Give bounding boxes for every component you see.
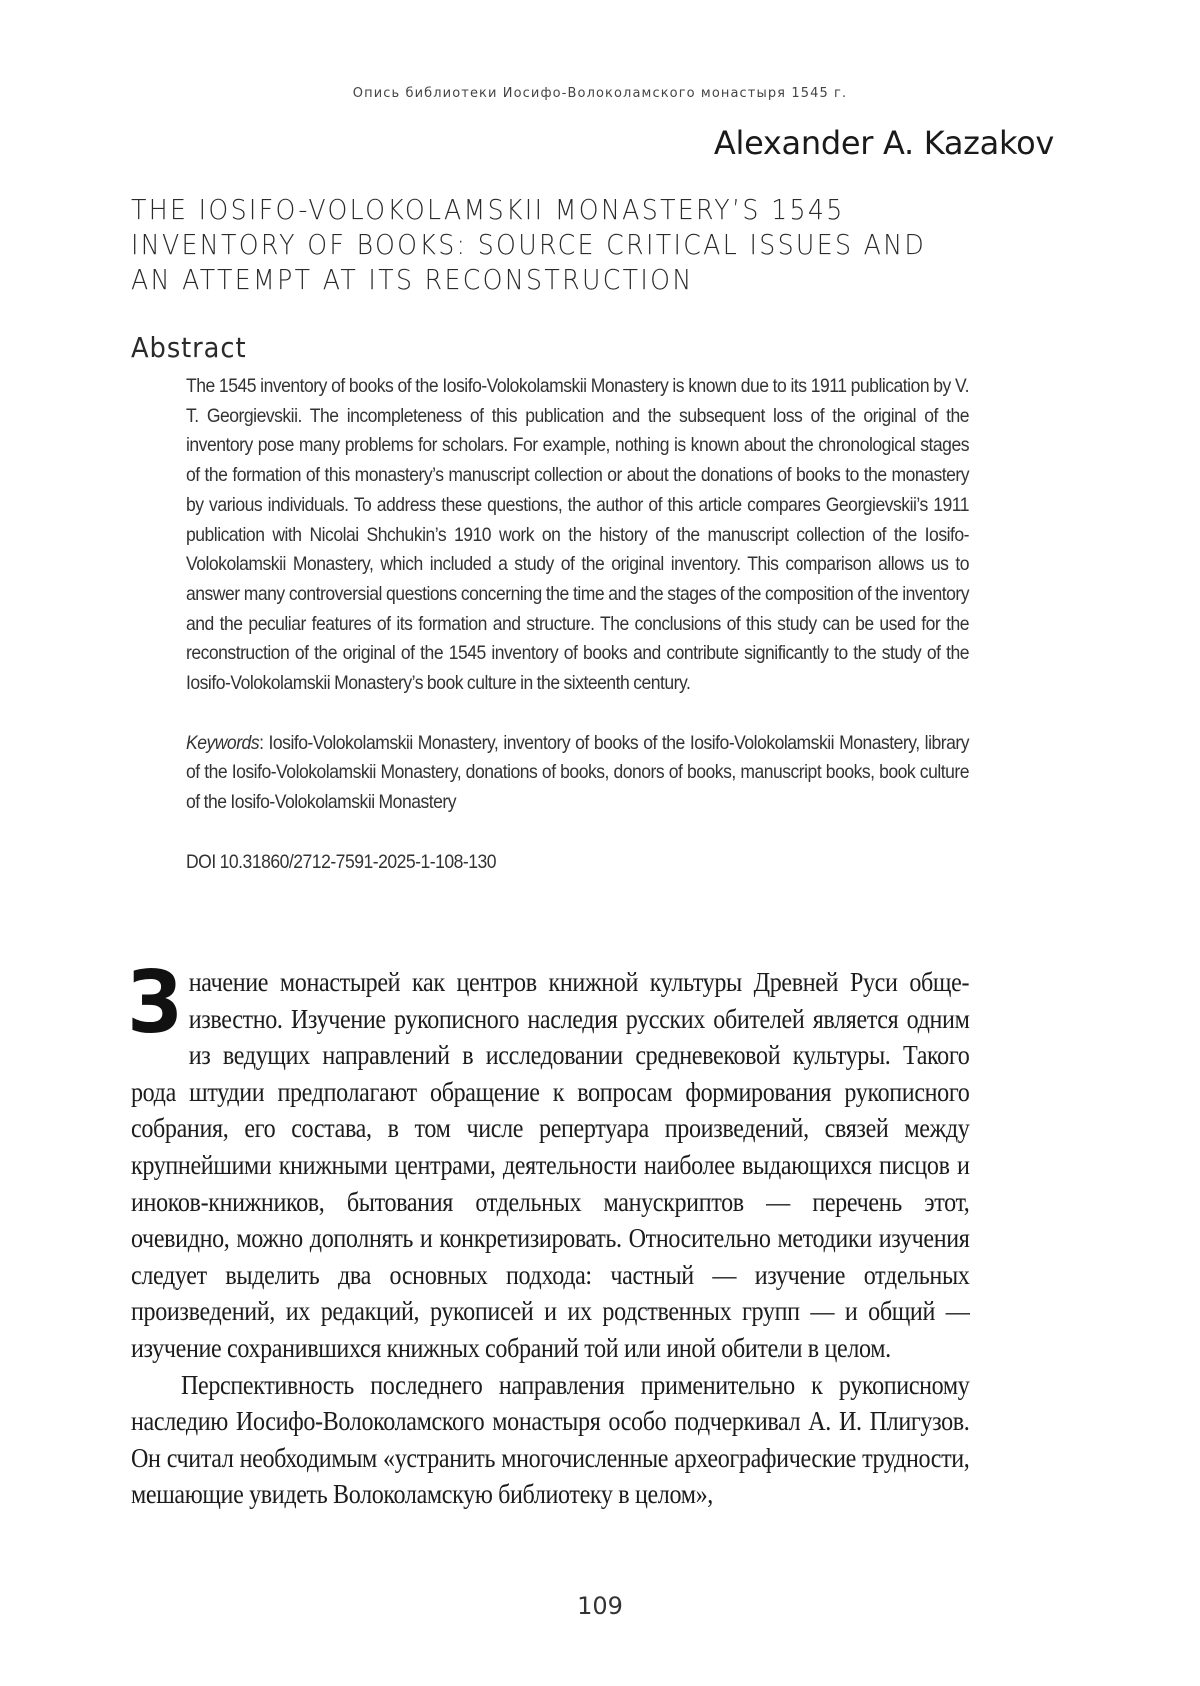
body-paragraph (127, 953, 970, 1367)
keywords-label: Keywords (186, 731, 260, 754)
drop-cap: З (127, 953, 182, 1053)
article-title: THE IOSIFO-VOLOKOLAMSKII MONASTERY’S 1545 INVENTORY OF BOOKS: SOURCE CRITICAL ISSUES AND AN ATTEMPT AT ITS RECONSTRUCTION (131, 193, 927, 296)
body-text (127, 953, 970, 1513)
body-paragraph: Перспективность последнего направления применительно к рукописному наследию Иосифо-Волоколамского монастыря особо подчеркивал А. И. Плигузов. Он считал необходимым «устранить многочисленные археографические трудности, мешающие увидеть Волоколамскую библиотеку в целом», (131, 1369, 970, 1510)
abstract-block (186, 372, 969, 878)
keywords (186, 729, 969, 818)
running-head: Опись библиотеки Иосифо-Волоколамского монастыря 1545 г. (352, 86, 848, 101)
author-name: Alexander A. Kazakov (713, 124, 1054, 162)
abstract-heading: Abstract (131, 331, 247, 364)
abstract-text: The 1545 inventory of books of the Iosifo-Volokolamskii Monastery is known due to its 1911 publication by V. T. Georgievskii. The incompleteness of this publication and the subsequent loss of the original of the inventory pose many problems for scholars. For example, nothing is known about the chronological stages of the formation of this monastery’s manuscript collection or about the donations of books to the monastery by various individuals. To address these questions, the author of this article compares Georgievskii’s 1911 publication with Nicolai Shchukin’s 1910 work on the history of the manuscript collection of the Iosifo-Volokolamskii Monastery, which included a study of the original inventory. This comparison allows us to answer many controversial questions concerning the time and the stages of the composition of the inventory and the peculiar features of its formation and structure. The conclusions of this study can be used for the reconstruction of the original of the 1545 inventory of books and contribute significantly to the study of the Iosifo-Volokolamskii Monastery’s book culture in the sixteenth century. (186, 375, 969, 695)
page-number: 109 (577, 1592, 623, 1620)
doi: DOI 10.31860/2712-7591-2025-1-108-130 (186, 850, 497, 873)
keywords-list: : Iosifo-Volokolamskii Monastery, inventory of books of the Iosifo-Volokolamskii Monastery, library of the Iosifo-Volokolamskii Monastery, donations of books, donors of books, manuscript books, book culture of the Iosifo-Volokolamskii Monastery (186, 731, 969, 814)
body-paragraph-text: начение монастырей как центров книжной культуры Древней Руси общеизвестно. Изучение рукописного наследия русских обителей является одним из ведущих направлений в исследовании средневековой культуры. Такого рода штудии предполагают обращение к вопросам формирования рукописного собрания, его состава, в том числе репертуара произведений, связей между крупнейшими книжными центрами, деятельности наиболее выдающихся писцов и иноков-книжников, бытования отдельных манускриптов — перечень этот, очевидно, можно дополнять и конкретизировать. Относительно методики изучения следует выделить два основных подхода: частный — изучение отдельных произведений, их редакций, рукописей и их родственных групп — и общий — изучение сохранившихся книжных собраний той или иной обители в целом. (131, 967, 970, 1363)
